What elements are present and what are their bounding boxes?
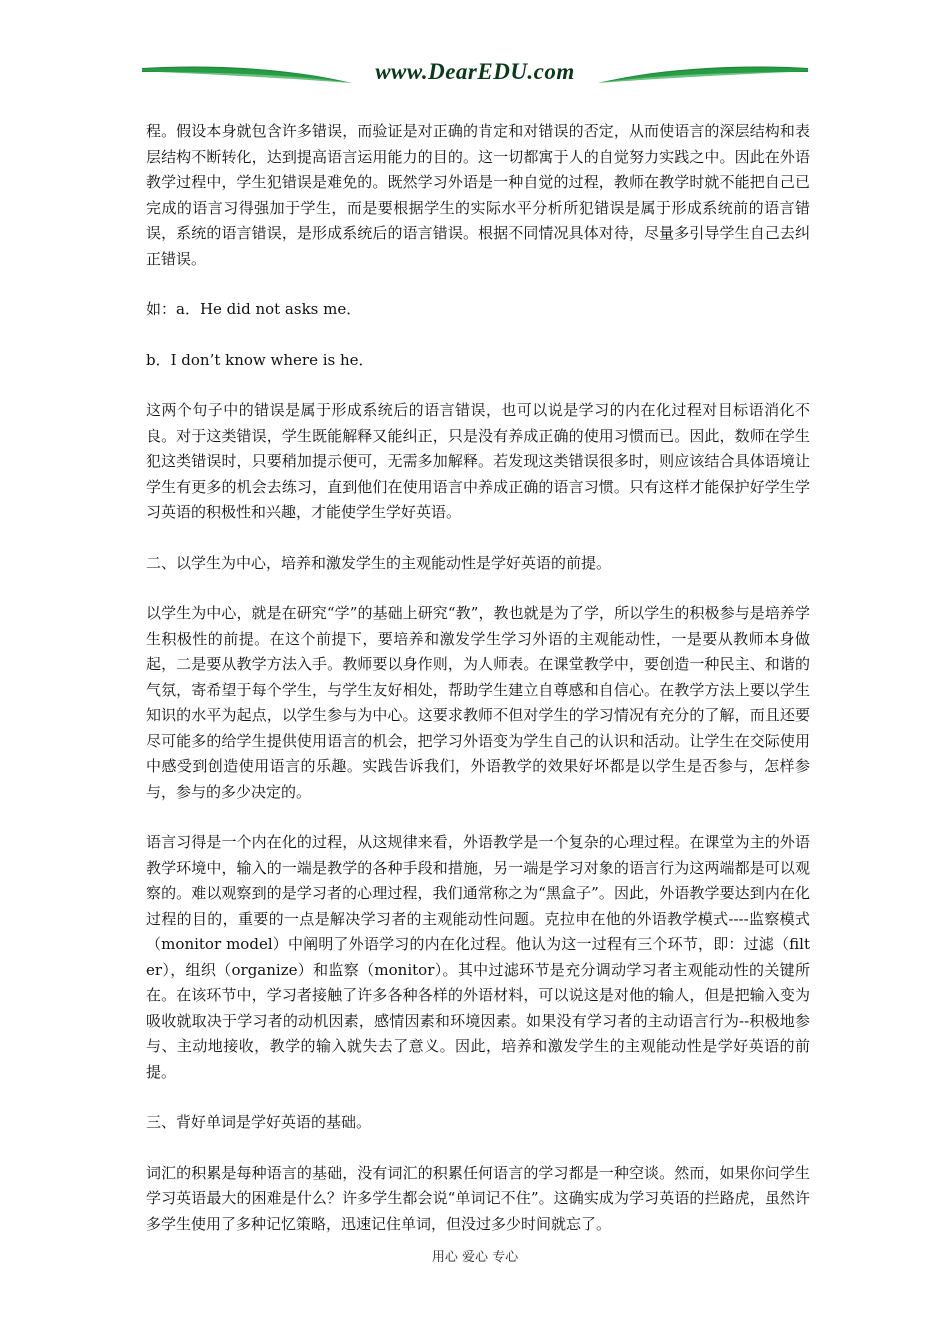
example-sentence-a: 如：a．He did not asks me． [146, 300, 362, 318]
paragraph-vocabulary: 词汇的积累是每种语言的基础，没有词汇的积累任何语言的学习都是一种空谈。然而，如果你问学生学习英语最大的困难是什么？许多学生都会说“单词记不住”。这确实成为学习英语的拦路虎，虽然许多学生使用了多种记忆策略，迅速记住单词，但没过多少时间就忘了。 [146, 1163, 810, 1233]
page-footer: 用心 爱心 专心 [431, 1250, 519, 1265]
section-heading-2: 二、以学生为中心，培养和激发学生的主观能动性是学好英语的前提。 [146, 553, 612, 572]
paragraph-error-explanation: 这两个句子中的错误是属于形成系统后的语言错误，也可以说是学习的内在化过程对目标语消化不良。对于这类错误，学生既能解释又能纠正，只是没有养成正确的使用习惯而已。因此，数师在学生犯这类错误时，只要稍加提示便可，无需多加解释。若发现这类错误很多时，则应该结合具体语境让学生有更多的机会去练习，直到他们在使用语言中养成正确的语言习惯。只有这样才能保护好学生学习英语的积极性和兴趣，才能使学生学好英语。 [146, 401, 810, 521]
section-heading-3: 三、背好单词是学好英语的基础。 [146, 1113, 372, 1131]
paragraph-language-acquisition: 语言习得是一个内在化的过程，从这规律来看，外语教学是一个复杂的心理过程。在课堂为主的外语教学环境中，输入的一端是教学的各种手段和措施，另一端是学习对象的语言行为这两端都是可以观察的。难以观察到的是学习者的心理过程，我们通常称之为“黑盒子”。因此，外语教学要达到内在化过程的目的，重要的一点是解决学习者的主观能动性问题。克拉申在他的外语教学模式----监察模式（monitor model）中阐明了外语学习的内在化过程。他认为这一过程有三个环节，即：过滤（filter），组织（organize）和监察（monitor）。其中过滤环节是充分调动学习者主观能动性的关键所在。在该环节中，学习者接触了许多各种各样的外语材料，可以说这是对他的输人，但是把输入变为吸收就取决于学习者的动机因素，感情因素和环境因素。如果没有学习者的主动语言行为--积极地参与、主动地接收，教学的输入就失去了意义。因此，培养和激发学生的主观能动性是学好英语的前提。 [146, 833, 810, 1081]
site-header [140, 56, 810, 96]
paragraph-student-centered: 以学生为中心，就是在研究“学”的基础上研究“教”，教也就是为了学，所以学生的积极参与是培养学生积极性的前提。在这个前提下，要培养和激发学生学习外语的主观能动性，一是要从教师本身做起，二是要从教学方法入手。教师要以身作则，为人师表。在课堂教学中，要创造一种民主、和谐的气氛，寄希望于每个学生，与学生友好相处，帮助学生建立自尊感和自信心。在教学方法上要以学生知识的水平为起点，以学生参与为中心。这要求教师不但对学生的学习情况有充分的了解，而且还要尽可能多的给学生提供使用语言的机会，把学习外语变为学生自己的认识和活动。让学生在交际使用中感受到创造使用语言的乐趣。实践告诉我们，外语教学的效果好坏都是以学生是否参与，怎样参与，参与的多少决定的。 [146, 604, 810, 801]
site-name-logo: www.DearEDU.com [375, 59, 575, 84]
paragraph-intro-continuation: 程。假设本身就包含许多错误，而验证是对正确的肯定和对错误的否定，从而使语言的深层结构和表层结构不断转化，达到提高语言运用能力的目的。这一切都寓于人的自觉努力实践之中。因此在外语教学过程中，学生犯错误是难免的。既然学习外语是一种自觉的过程，教师在教学时就不能把自己已完成的语言习得强加于学生，而是要根据学生的实际水平分析所犯错误是属于形成系统前的语言错误，系统的语言错误，是形成系统后的语言错误。根据不同情况具体对待，尽量多引导学生自己去纠正错误。 [146, 122, 810, 268]
document-body [146, 119, 810, 1237]
example-sentence-b: b．I don’t know where is he． [146, 350, 374, 369]
